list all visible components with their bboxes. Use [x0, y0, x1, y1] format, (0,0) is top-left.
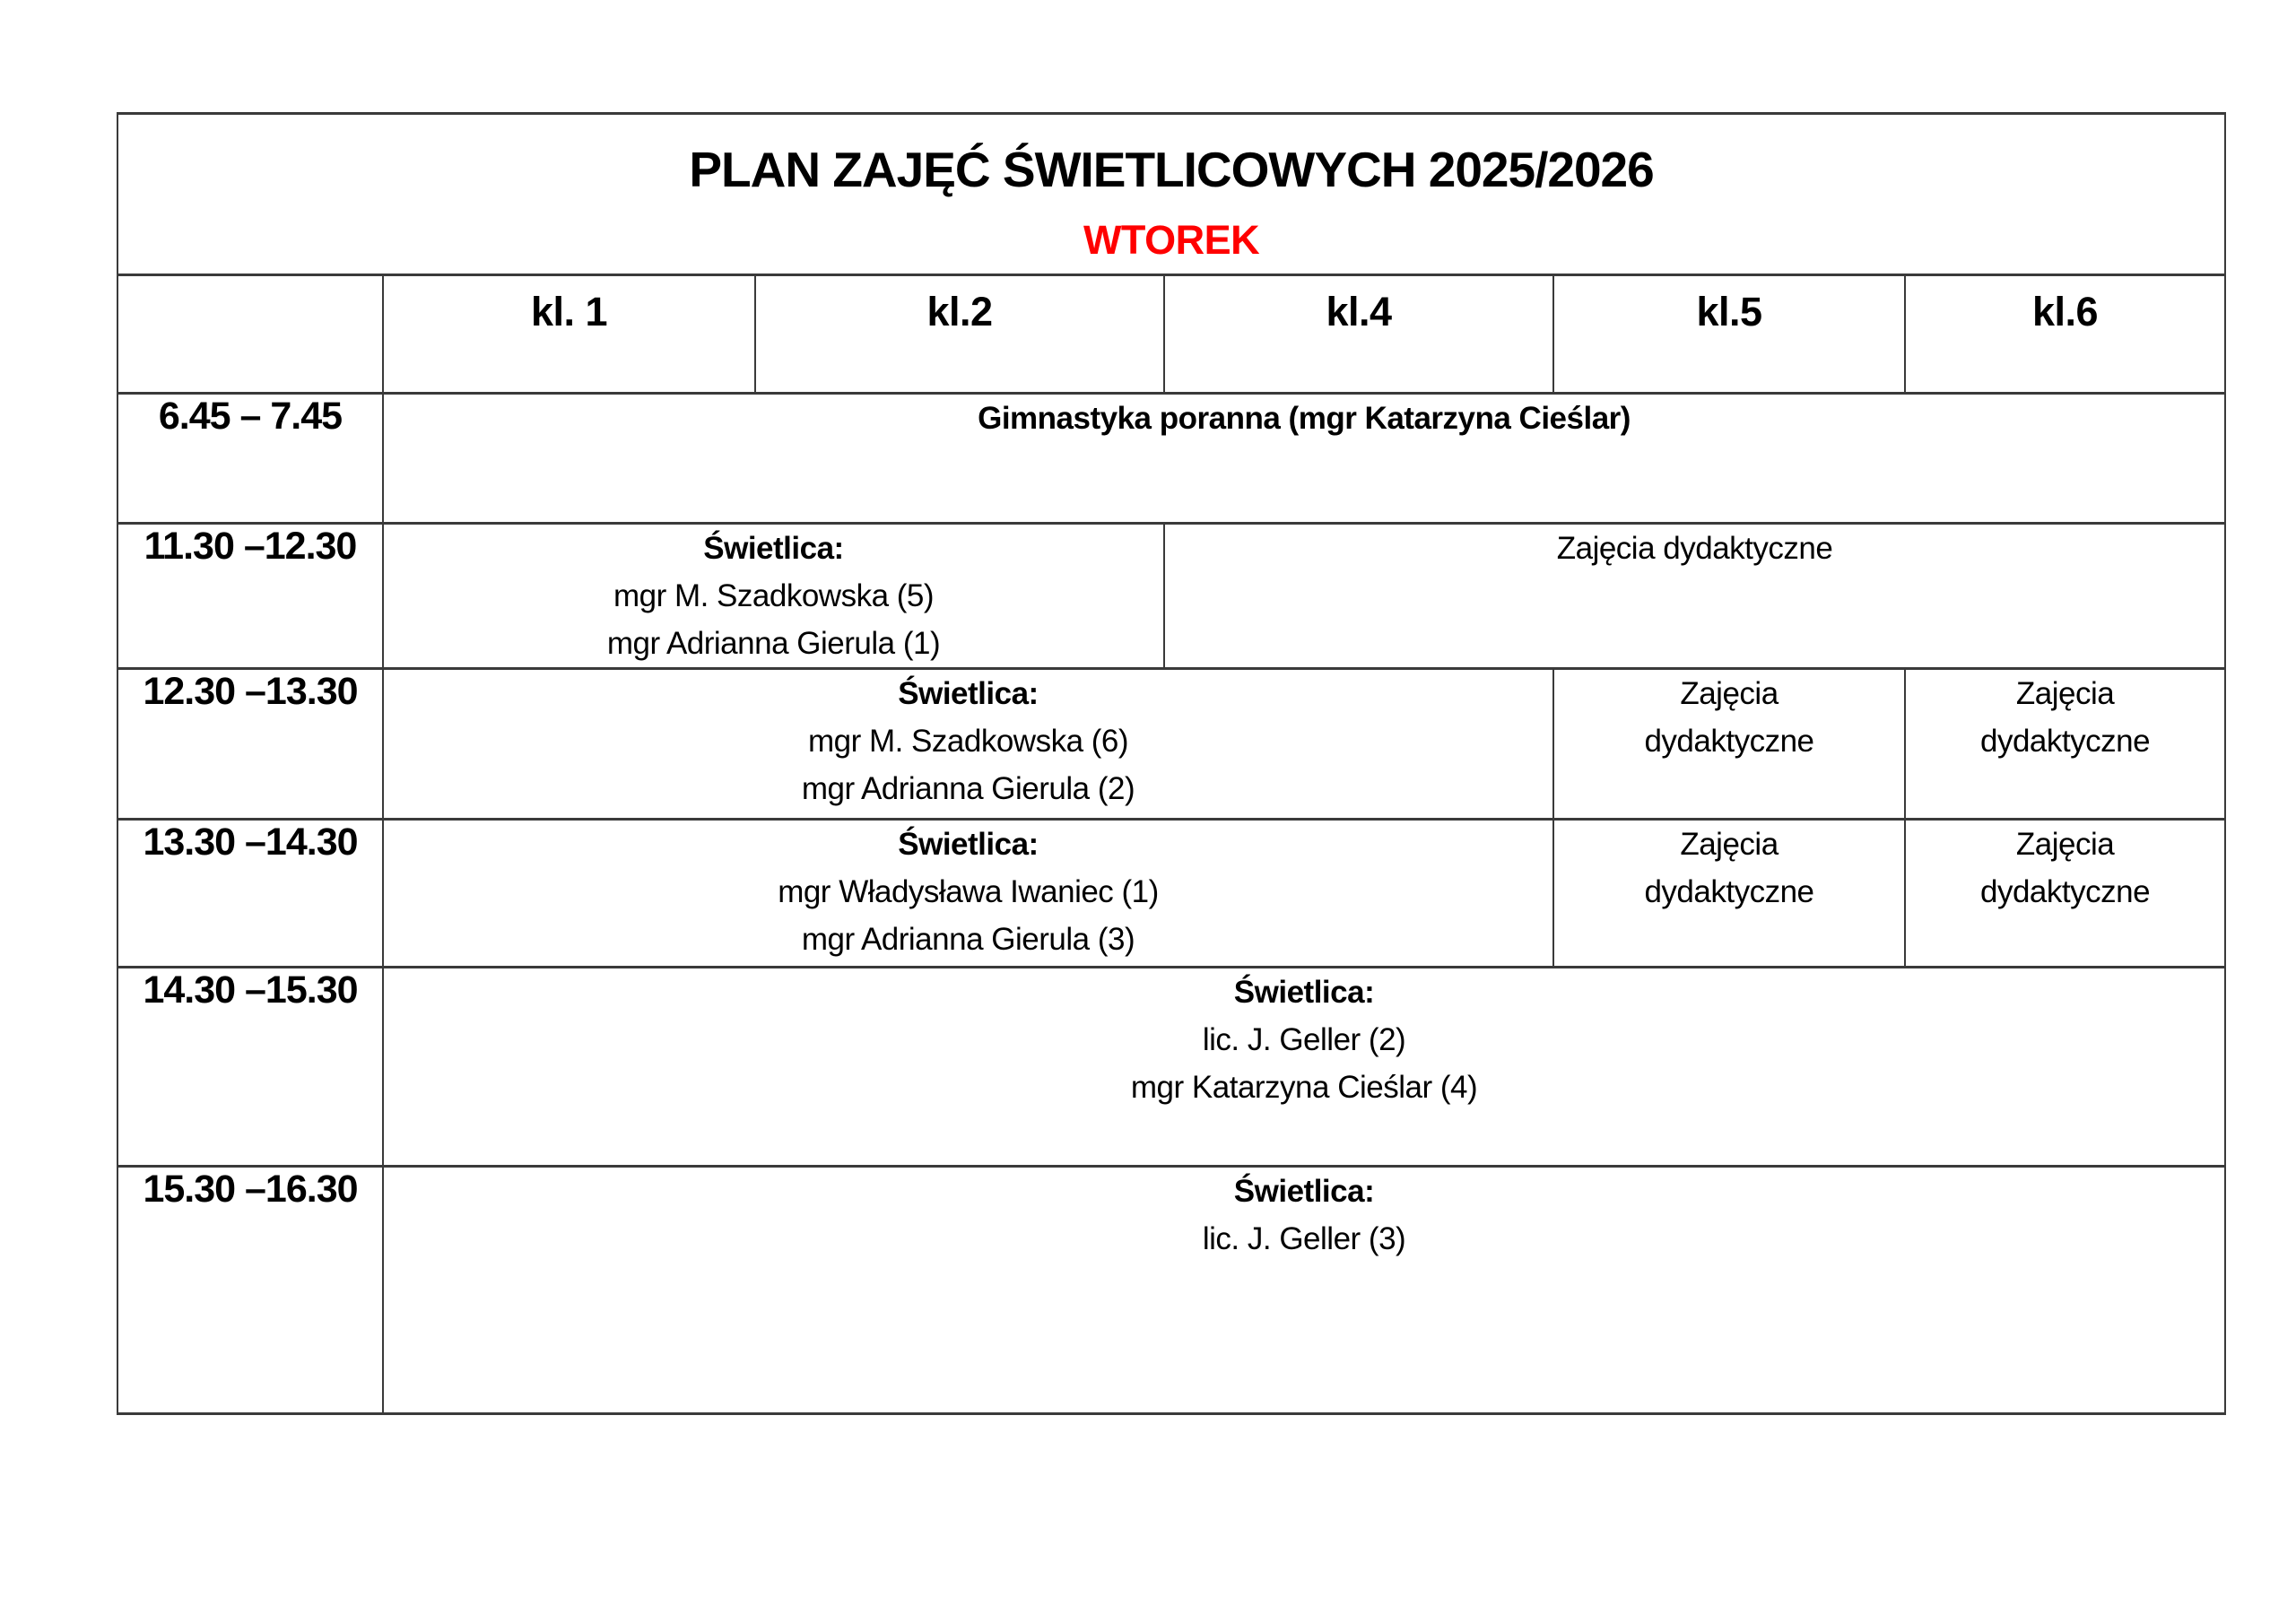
staff-line: lic. J. Geller (3) [1202, 1221, 1406, 1256]
class-header-kl4: kl.4 [1164, 275, 1553, 394]
swietlica-label: Świetlica: [898, 676, 1039, 711]
dydaktyczne-label: Zajęcia dydaktyczne [1980, 676, 2151, 759]
row-1330-1430 [117, 820, 2225, 968]
time-slot-1130: 11.30 –12.30 [117, 524, 383, 669]
staff-line: mgr Adrianna Gierula (3) [801, 922, 1135, 957]
swietlica-label: Świetlica: [703, 531, 844, 566]
swietlica-cell-1430 [383, 968, 2225, 1167]
row-1130-1230 [117, 524, 2225, 669]
row-1430-1530 [117, 968, 2225, 1167]
dydaktyczne-cell-1130 [1164, 524, 2225, 669]
dydaktyczne-label: Zajęcia dydaktyczne [1556, 531, 1833, 566]
title-cell [117, 114, 2225, 275]
staff-line: mgr Katarzyna Cieślar (4) [1130, 1070, 1478, 1105]
dydaktyczne-label: Zajęcia dydaktyczne [1980, 827, 2151, 909]
staff-line: mgr Władysława Iwaniec (1) [778, 874, 1159, 909]
swietlica-cell-1330 [383, 820, 1553, 968]
class-header-kl1: kl. 1 [383, 275, 755, 394]
row-645-745 [117, 394, 2225, 524]
staff-line: lic. J. Geller (2) [1202, 1022, 1406, 1057]
dydaktyczne-label: Zajęcia dydaktyczne [1644, 827, 1814, 909]
activity-cell-gimnastyka [383, 394, 2225, 524]
timetable-table [117, 112, 2226, 1415]
staff-line: mgr Adrianna Gierula (2) [801, 771, 1135, 806]
swietlica-label: Świetlica: [1233, 1174, 1375, 1209]
swietlica-label: Świetlica: [898, 827, 1039, 862]
swietlica-cell-1230 [383, 669, 1553, 820]
dydaktyczne-cell-kl5 [1553, 669, 1905, 820]
class-header-kl2: kl.2 [755, 275, 1164, 394]
day-label: WTOREK [1083, 217, 1260, 263]
swietlica-label: Świetlica: [1233, 975, 1375, 1010]
timetable-sheet [117, 112, 2226, 1415]
time-slot-1430: 14.30 –15.30 [117, 968, 383, 1167]
time-slot-645: 6.45 – 7.45 [117, 394, 383, 524]
row-1530-1630 [117, 1167, 2225, 1414]
dydaktyczne-label: Zajęcia dydaktyczne [1644, 676, 1814, 759]
row-1230-1330 [117, 669, 2225, 820]
time-slot-1330: 13.30 –14.30 [117, 820, 383, 968]
activity-label: Gimnastyka poranna (mgr Katarzyna Cieślar) [978, 401, 1631, 436]
class-header-row [117, 275, 2225, 394]
swietlica-cell-1530 [383, 1167, 2225, 1414]
dydaktyczne-cell-kl6 [1905, 669, 2225, 820]
swietlica-cell-1130 [383, 524, 1164, 669]
time-slot-1530: 15.30 –16.30 [117, 1167, 383, 1414]
staff-line: mgr M. Szadkowska (6) [807, 724, 1129, 759]
class-header-kl6: kl.6 [1905, 275, 2225, 394]
dydaktyczne-cell-kl5 [1553, 820, 1905, 968]
dydaktyczne-cell-kl6 [1905, 820, 2225, 968]
page-title: PLAN ZAJĘĆ ŚWIETLICOWYCH 2025/2026 [689, 142, 1654, 197]
staff-line: mgr M. Szadkowska (5) [613, 578, 935, 613]
staff-line: mgr Adrianna Gierula (1) [606, 626, 941, 661]
time-slot-1230: 12.30 –13.30 [117, 669, 383, 820]
class-header-kl5: kl.5 [1553, 275, 1905, 394]
corner-cell [117, 275, 383, 394]
title-row [117, 114, 2225, 275]
